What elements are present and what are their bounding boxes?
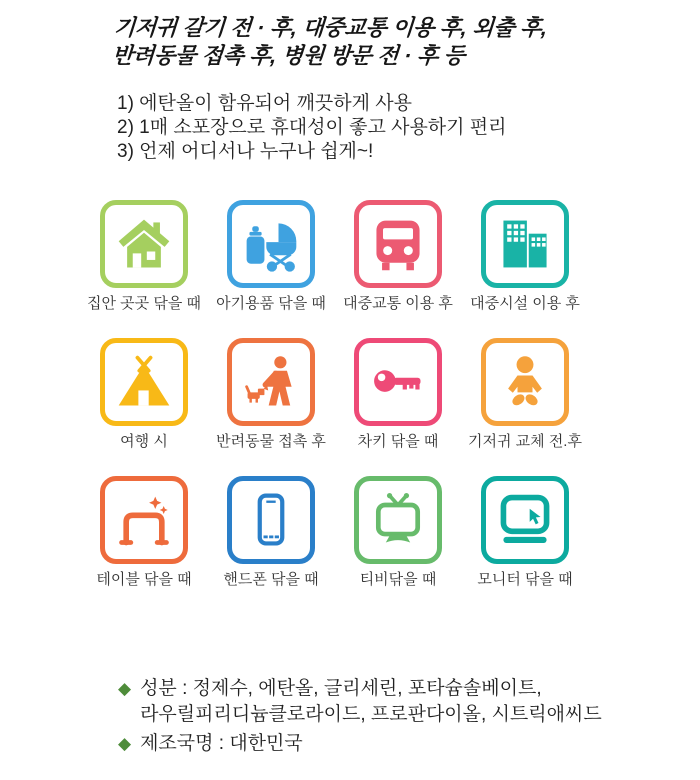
- usage-tile-pet-contact: [216, 338, 326, 451]
- usage-tile-home: [87, 200, 201, 313]
- origin-text: 제조국명 : 대한민국: [140, 733, 303, 754]
- tv-icon: [368, 490, 428, 550]
- ingredients-line-2: 라우릴피리디늄클로라이드, 프로판다이올, 시트릭애씨드: [140, 704, 602, 725]
- tile-label: 대중교통 이용 후: [343, 295, 453, 312]
- tile-frame: [227, 200, 315, 288]
- feature-item-1: 1) 에탄올이 함유되어 깨끗하게 사용: [117, 93, 412, 114]
- usage-tile-diaper-change: [468, 338, 582, 451]
- feature-item-3: 3) 언제 어디서나 누구나 쉽게~!: [117, 141, 374, 162]
- feature-list: [117, 92, 507, 164]
- title-line-2: 반려동물 접촉 후, 병원 방문 전 · 후 등: [111, 43, 466, 68]
- usage-tile-public-transport: [343, 200, 453, 313]
- usage-tile-monitor: [477, 476, 573, 589]
- table-icon: [114, 490, 174, 550]
- tile-frame: [481, 476, 569, 564]
- tile-frame: [100, 476, 188, 564]
- tile-label: 모니터 닦을 때: [477, 571, 573, 588]
- tile-label: 집안 곳곳 닦을 때: [87, 295, 201, 312]
- tile-label: 차키 닦을 때: [357, 433, 439, 450]
- tile-frame: [354, 338, 442, 426]
- usage-tile-car-key: [354, 338, 442, 451]
- tile-frame: [100, 200, 188, 288]
- buildings-icon: [495, 214, 555, 274]
- tile-frame: [481, 200, 569, 288]
- title-line-1: 기저귀 갈기 전 · 후, 대중교통 이용 후, 외출 후,: [113, 15, 548, 40]
- tile-label: 아기용품 닦을 때: [216, 295, 326, 312]
- feature-item-2: 2) 1매 소포장으로 휴대성이 좋고 사용하기 편리: [117, 117, 507, 138]
- tile-frame: [227, 476, 315, 564]
- origin-item: [118, 731, 602, 757]
- tile-frame: [481, 338, 569, 426]
- tile-frame: [354, 476, 442, 564]
- product-info: [118, 676, 602, 760]
- ingredients-line-1: 성분 : 정제수, 에탄올, 글리세린, 포타슘솔베이트,: [140, 678, 542, 699]
- key-icon: [368, 352, 428, 412]
- tile-label: 반려동물 접촉 후: [216, 433, 326, 450]
- tent-icon: [114, 352, 174, 412]
- ingredients-text: [140, 676, 602, 728]
- usage-tile-cellphone: [223, 476, 319, 589]
- tile-label: 핸드폰 닦을 때: [223, 571, 319, 588]
- tile-label: 대중시설 이용 후: [470, 295, 580, 312]
- footer-bullet-icon: ◆: [118, 734, 132, 753]
- tile-frame: [227, 338, 315, 426]
- usage-grid: [87, 200, 582, 589]
- phone-icon: [241, 490, 301, 550]
- dog-walk-icon: [241, 352, 301, 412]
- page-title: [111, 14, 548, 70]
- usage-tile-travel: [100, 338, 188, 451]
- usage-tile-table: [96, 476, 192, 589]
- usage-tile-baby-goods: [216, 200, 326, 313]
- stroller-icon: [241, 214, 301, 274]
- tile-label: 기저귀 교체 전.후: [468, 433, 582, 450]
- footer-bullet-icon: ◆: [118, 679, 132, 698]
- monitor-icon: [495, 490, 555, 550]
- tile-label: 테이블 닦을 때: [96, 571, 192, 588]
- baby-icon: [495, 352, 555, 412]
- ingredients-item: [118, 676, 602, 728]
- usage-tile-public-facility: [470, 200, 580, 313]
- tile-label: 여행 시: [120, 433, 168, 450]
- tile-label: 티비닦을 때: [359, 571, 437, 588]
- usage-tile-tv: [354, 476, 442, 589]
- tile-frame: [100, 338, 188, 426]
- house-icon: [114, 214, 174, 274]
- bus-icon: [368, 214, 428, 274]
- tile-frame: [354, 200, 442, 288]
